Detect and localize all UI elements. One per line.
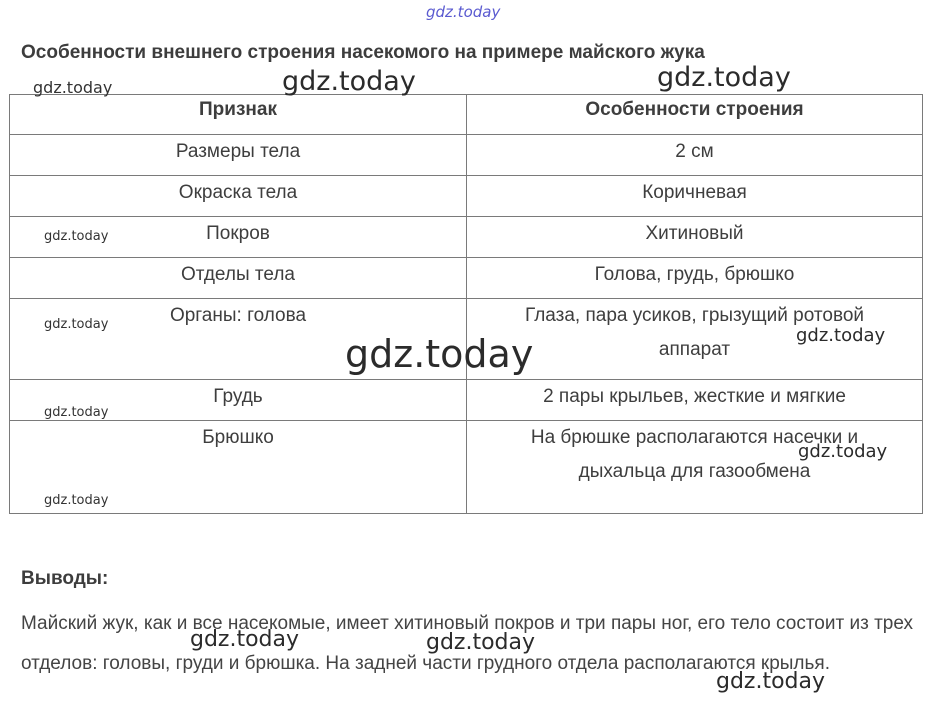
watermark: gdz.today <box>282 66 416 97</box>
feature-cell: Отделы тела <box>10 258 467 299</box>
feature-cell: Размеры тела <box>10 135 467 176</box>
detail-cell: Голова, грудь, брюшко <box>467 258 923 299</box>
watermark: gdz.today <box>426 3 501 21</box>
detail-line-2: дыхальца для газообмена <box>578 461 811 482</box>
detail-cell: 2 пары крыльев, жесткие и мягкие <box>467 380 923 421</box>
watermark: gdz.today <box>657 62 791 93</box>
watermark: gdz.today <box>44 229 109 244</box>
detail-cell: Коричневая <box>467 176 923 217</box>
watermark: gdz.today <box>190 627 300 652</box>
feature-cell: Грудь <box>10 380 467 421</box>
watermark: gdz.today <box>798 441 888 462</box>
detail-cell: 2 см <box>467 135 923 176</box>
table-row <box>10 217 923 258</box>
header-feature: Признак <box>10 95 467 135</box>
watermark: gdz.today <box>796 325 886 346</box>
watermark: gdz.today <box>33 78 113 97</box>
insect-features-table <box>9 94 923 514</box>
conclusions-title: Выводы: <box>21 568 109 589</box>
header-detail: Особенности строения <box>467 95 923 135</box>
watermark: gdz.today <box>44 405 109 420</box>
watermark: gdz.today <box>716 669 826 694</box>
detail-line: На брюшке располагаются насечки и <box>530 427 859 448</box>
watermark: gdz.today <box>345 332 534 376</box>
detail-cell <box>467 421 923 514</box>
table-row <box>10 380 923 421</box>
conclusions-text: Майский жук, как и все насекомые, имеет хитиновый покров и три пары ног, его тело состоит из трех отделов: головы, груди и брюшка. На задней части грудного отдела располагаются крылья. <box>21 613 913 674</box>
table-row <box>10 176 923 217</box>
table-row <box>10 135 923 176</box>
feature-cell: Окраска тела <box>10 176 467 217</box>
watermark: gdz.today <box>44 317 109 332</box>
detail-line-2: аппарат <box>658 339 731 360</box>
detail-line: Глаза, пара усиков, грызущий ротовой <box>524 305 865 326</box>
watermark: gdz.today <box>44 493 109 508</box>
feature-cell: Брюшко <box>10 421 467 514</box>
table-row <box>10 258 923 299</box>
table-row <box>10 421 923 514</box>
table-header-row <box>10 95 923 135</box>
feature-cell: Покров <box>10 217 467 258</box>
document-title: Особенности внешнего строения насекомого на примере майского жука <box>21 42 705 63</box>
detail-cell: Хитиновый <box>467 217 923 258</box>
watermark: gdz.today <box>426 630 536 655</box>
feature-cell: Органы: голова <box>10 299 467 380</box>
